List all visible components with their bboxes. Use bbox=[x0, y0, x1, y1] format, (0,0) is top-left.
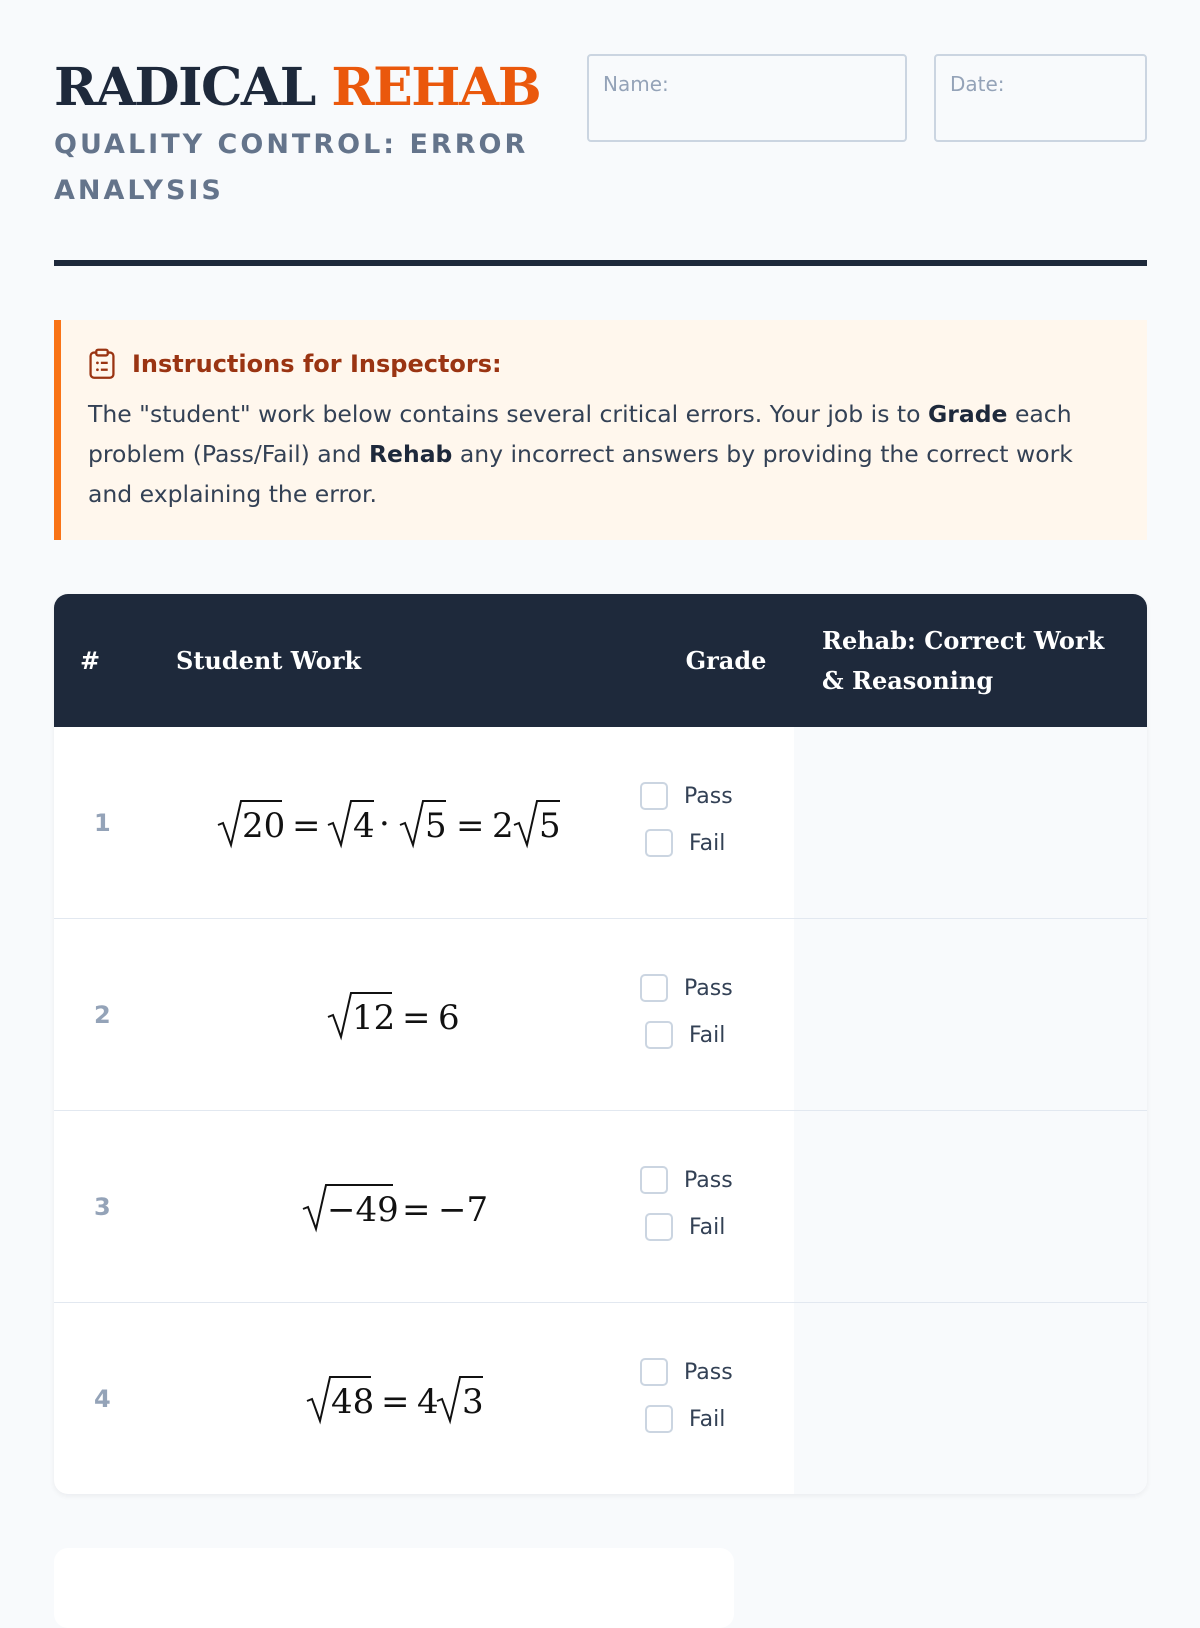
next-section-card bbox=[54, 1548, 734, 1628]
fail-checkbox[interactable] bbox=[645, 829, 673, 857]
pass-option[interactable] bbox=[640, 782, 733, 810]
grade-options bbox=[640, 727, 780, 918]
worksheet-header bbox=[54, 0, 1147, 270]
pass-checkbox[interactable] bbox=[640, 782, 668, 810]
student-work-equation bbox=[303, 1369, 485, 1429]
student-work-equation bbox=[324, 985, 464, 1045]
radicand: 20 bbox=[242, 805, 286, 846]
instructions-heading bbox=[88, 346, 1117, 382]
equals-sign: = bbox=[381, 1382, 410, 1422]
fail-label: Fail bbox=[689, 1214, 726, 1240]
worksheet-title bbox=[54, 56, 554, 120]
equals-sign: = bbox=[402, 997, 431, 1038]
equals-sign: = bbox=[292, 805, 321, 846]
fail-checkbox[interactable] bbox=[645, 1021, 673, 1049]
student-work bbox=[164, 919, 624, 1110]
problem-number: 2 bbox=[94, 1000, 111, 1029]
pass-label: Pass bbox=[684, 975, 733, 1001]
radicand: 4 bbox=[353, 805, 375, 846]
fail-option[interactable] bbox=[645, 1213, 725, 1241]
pass-label: Pass bbox=[684, 783, 733, 809]
table-row bbox=[54, 1303, 1147, 1494]
rehab-answer-cell[interactable] bbox=[794, 1111, 1147, 1302]
instructions-box bbox=[54, 320, 1147, 540]
result: 6 bbox=[438, 997, 460, 1038]
instructions-text-part: The "student" work below contains several critical errors. Your job is to bbox=[88, 400, 928, 428]
pass-checkbox[interactable] bbox=[640, 1358, 668, 1386]
table-header bbox=[54, 594, 1147, 727]
fail-checkbox[interactable] bbox=[645, 1213, 673, 1241]
table-row bbox=[54, 727, 1147, 919]
grade-options bbox=[640, 1303, 780, 1494]
fail-label: Fail bbox=[689, 1022, 726, 1048]
coefficient: 4 bbox=[417, 1382, 439, 1422]
rehab-answer-cell[interactable] bbox=[794, 1303, 1147, 1494]
radicand: 12 bbox=[352, 997, 396, 1038]
radicand: 5 bbox=[425, 805, 447, 846]
coefficient: 2 bbox=[492, 805, 514, 846]
student-work bbox=[164, 1111, 624, 1302]
student-work-equation bbox=[299, 1177, 489, 1237]
clipboard-list-icon bbox=[88, 348, 116, 380]
student-work-equation bbox=[214, 793, 574, 853]
column-header-student-work: Student Work bbox=[176, 646, 362, 675]
radicand: 48 bbox=[331, 1382, 375, 1422]
pass-label: Pass bbox=[684, 1359, 733, 1385]
title-main: RADICAL bbox=[54, 57, 315, 118]
multiply-dot: · bbox=[379, 803, 390, 844]
equals-sign: = bbox=[456, 805, 485, 846]
brand-block bbox=[54, 56, 554, 214]
pass-label: Pass bbox=[684, 1167, 733, 1193]
radicand: −49 bbox=[327, 1189, 399, 1230]
instructions-title: Instructions for Inspectors: bbox=[132, 350, 502, 378]
fail-option[interactable] bbox=[645, 829, 725, 857]
grade-options bbox=[640, 919, 780, 1110]
problem-number: 3 bbox=[94, 1192, 111, 1221]
pass-option[interactable] bbox=[640, 974, 733, 1002]
student-work bbox=[164, 727, 624, 918]
radicand: 3 bbox=[462, 1382, 484, 1422]
error-analysis-table bbox=[54, 594, 1147, 1494]
table-row bbox=[54, 1111, 1147, 1303]
instructions-bold-grade: Grade bbox=[927, 400, 1008, 428]
rehab-answer-cell[interactable] bbox=[794, 919, 1147, 1110]
instructions-text-part: each problem (Pass/Fail) and bbox=[88, 400, 1072, 468]
name-field[interactable] bbox=[587, 54, 907, 142]
equals-sign: = bbox=[402, 1189, 431, 1230]
pass-checkbox[interactable] bbox=[640, 974, 668, 1002]
result: −7 bbox=[438, 1189, 489, 1230]
column-header-number: # bbox=[80, 646, 101, 675]
column-header-rehab: Rehab: Correct Work & Reasoning bbox=[822, 625, 1105, 695]
fail-option[interactable] bbox=[645, 1405, 725, 1433]
fail-label: Fail bbox=[689, 830, 726, 856]
worksheet-subtitle: QUALITY CONTROL: ERROR ANALYSIS bbox=[54, 129, 529, 206]
instructions-text-part: any incorrect answers by providing the correct work and explaining the error. bbox=[88, 440, 1073, 508]
radicand: 5 bbox=[539, 805, 561, 846]
date-field[interactable] bbox=[934, 54, 1147, 142]
column-header-grade: Grade bbox=[685, 646, 767, 675]
student-work bbox=[164, 1303, 624, 1494]
pass-option[interactable] bbox=[640, 1358, 733, 1386]
instructions-text bbox=[88, 394, 1117, 514]
worksheet-page bbox=[54, 0, 1147, 1432]
pass-option[interactable] bbox=[640, 1166, 733, 1194]
instructions-bold-rehab: Rehab bbox=[368, 440, 453, 468]
pass-checkbox[interactable] bbox=[640, 1166, 668, 1194]
date-label: Date: bbox=[950, 72, 1005, 96]
grade-options bbox=[640, 1111, 780, 1302]
name-label: Name: bbox=[603, 72, 669, 96]
fail-option[interactable] bbox=[645, 1021, 725, 1049]
fail-label: Fail bbox=[689, 1406, 726, 1432]
title-accent: REHAB bbox=[331, 57, 541, 118]
rehab-answer-cell[interactable] bbox=[794, 727, 1147, 918]
header-divider bbox=[54, 260, 1147, 266]
problem-number: 4 bbox=[94, 1385, 111, 1413]
problem-number: 1 bbox=[94, 808, 111, 837]
fail-checkbox[interactable] bbox=[645, 1405, 673, 1433]
table-row bbox=[54, 919, 1147, 1111]
